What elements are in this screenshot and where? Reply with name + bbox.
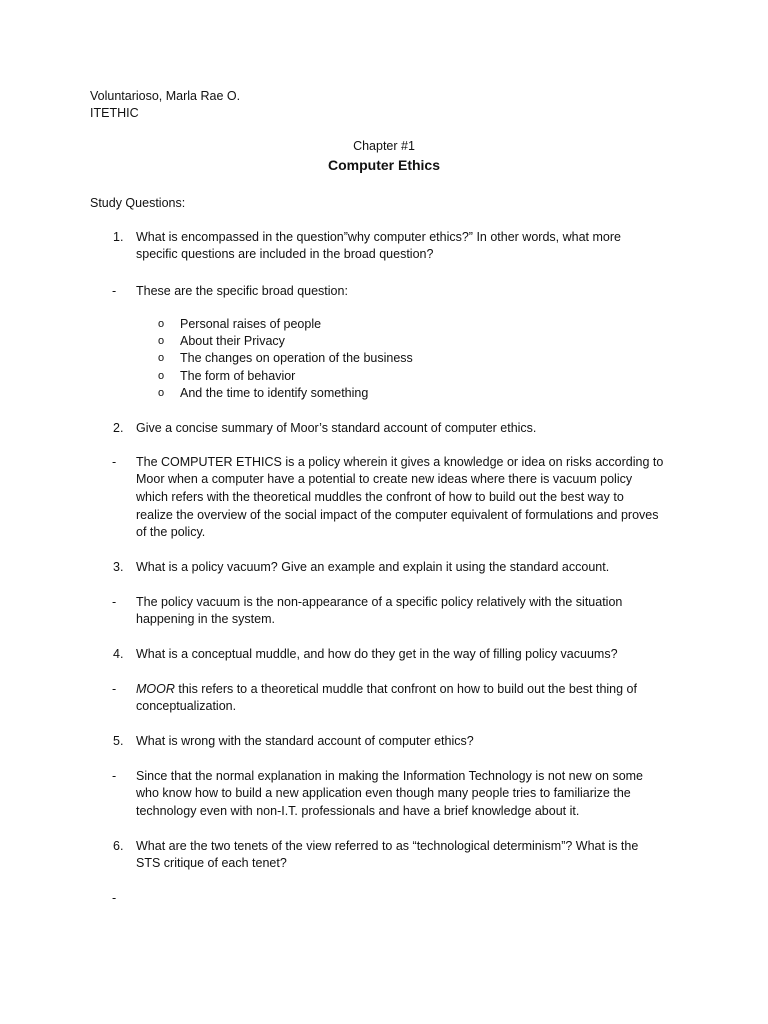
author-name: Voluntarioso, Marla Rae O.: [90, 89, 241, 103]
question-text-line: What is a conceptual muddle, and how do they get in the way of filling policy vacuums?: [136, 647, 618, 661]
answer-dash: -: [112, 284, 117, 298]
chapter-label: Chapter #1: [353, 139, 415, 153]
answer-text-line: [136, 681, 637, 699]
answer-text-line: The COMPUTER ETHICS is a policy wherein it gives a knowledge or idea on risks according to: [136, 455, 664, 469]
answer-text-line: technology even with non-I.T. professionals and have a brief knowledge about it.: [136, 804, 580, 818]
answer-text-line: who know how to build a new application even though many people tries to familiarize the: [136, 786, 631, 800]
question-number: 5.: [113, 734, 124, 748]
list-item: And the time to identify something: [180, 386, 369, 400]
question-text-line: What is wrong with the standard account of computer ethics?: [136, 734, 474, 748]
answer-dash: -: [112, 891, 117, 905]
answer-text-line: realize the overview of the social impact of the computer equivalent of formulations and proves: [136, 508, 659, 522]
answer-text-rest: this refers to a theoretical muddle that confront on how to build out the best thing of: [174, 682, 637, 696]
question-text-line: What are the two tenets of the view referred to as “technological determinism”? What is the: [136, 839, 639, 853]
answer-text-line: These are the specific broad question:: [136, 284, 348, 298]
question-number: 3.: [113, 560, 124, 574]
answer-text-line: happening in the system.: [136, 612, 275, 626]
bullet-glyph: o: [158, 318, 165, 330]
answer-text-line: Moor when a computer have a potential to create new ideas where there is vacuum policy: [136, 472, 633, 486]
study-questions-label: Study Questions:: [90, 196, 186, 210]
list-item: The changes on operation of the business: [180, 351, 413, 365]
question-number: 2.: [113, 421, 124, 435]
question-text-line: Give a concise summary of Moor’s standard account of computer ethics.: [136, 421, 537, 435]
bullet-glyph: o: [158, 370, 165, 382]
question-number: 1.: [113, 230, 124, 244]
answer-text-line: conceptualization.: [136, 699, 237, 713]
question-text-line: STS critique of each tenet?: [136, 856, 287, 870]
answer-dash: -: [112, 455, 117, 469]
bullet-glyph: o: [158, 387, 165, 399]
answer-text-line: The policy vacuum is the non-appearance of a specific policy relatively with the situation: [136, 595, 623, 609]
question-number: 4.: [113, 647, 124, 661]
italic-term: MOOR: [136, 682, 175, 696]
answer-text-line: which refers with the theoretical muddles the confront of how to build out the best way to: [136, 490, 624, 504]
question-number: 6.: [113, 839, 124, 853]
document-title: Computer Ethics: [327, 157, 440, 173]
answer-dash: -: [112, 769, 117, 783]
list-item: Personal raises of people: [180, 317, 322, 331]
question-text-line: What is encompassed in the question”why computer ethics?” In other words, what more: [136, 230, 621, 244]
bullet-glyph: o: [158, 335, 165, 347]
answer-dash: -: [112, 595, 117, 609]
answer-text-line: of the policy.: [136, 525, 206, 539]
answer-dash: -: [112, 682, 117, 696]
course-code: ITETHIC: [90, 106, 139, 120]
answer-text-line: Since that the normal explanation in making the Information Technology is not new on some: [136, 769, 644, 783]
bullet-glyph: o: [158, 352, 165, 364]
list-item: The form of behavior: [180, 369, 296, 383]
question-text-line: What is a policy vacuum? Give an example and explain it using the standard account.: [136, 560, 610, 574]
list-item: About their Privacy: [180, 334, 285, 348]
question-text-line: specific questions are included in the broad question?: [136, 247, 434, 261]
